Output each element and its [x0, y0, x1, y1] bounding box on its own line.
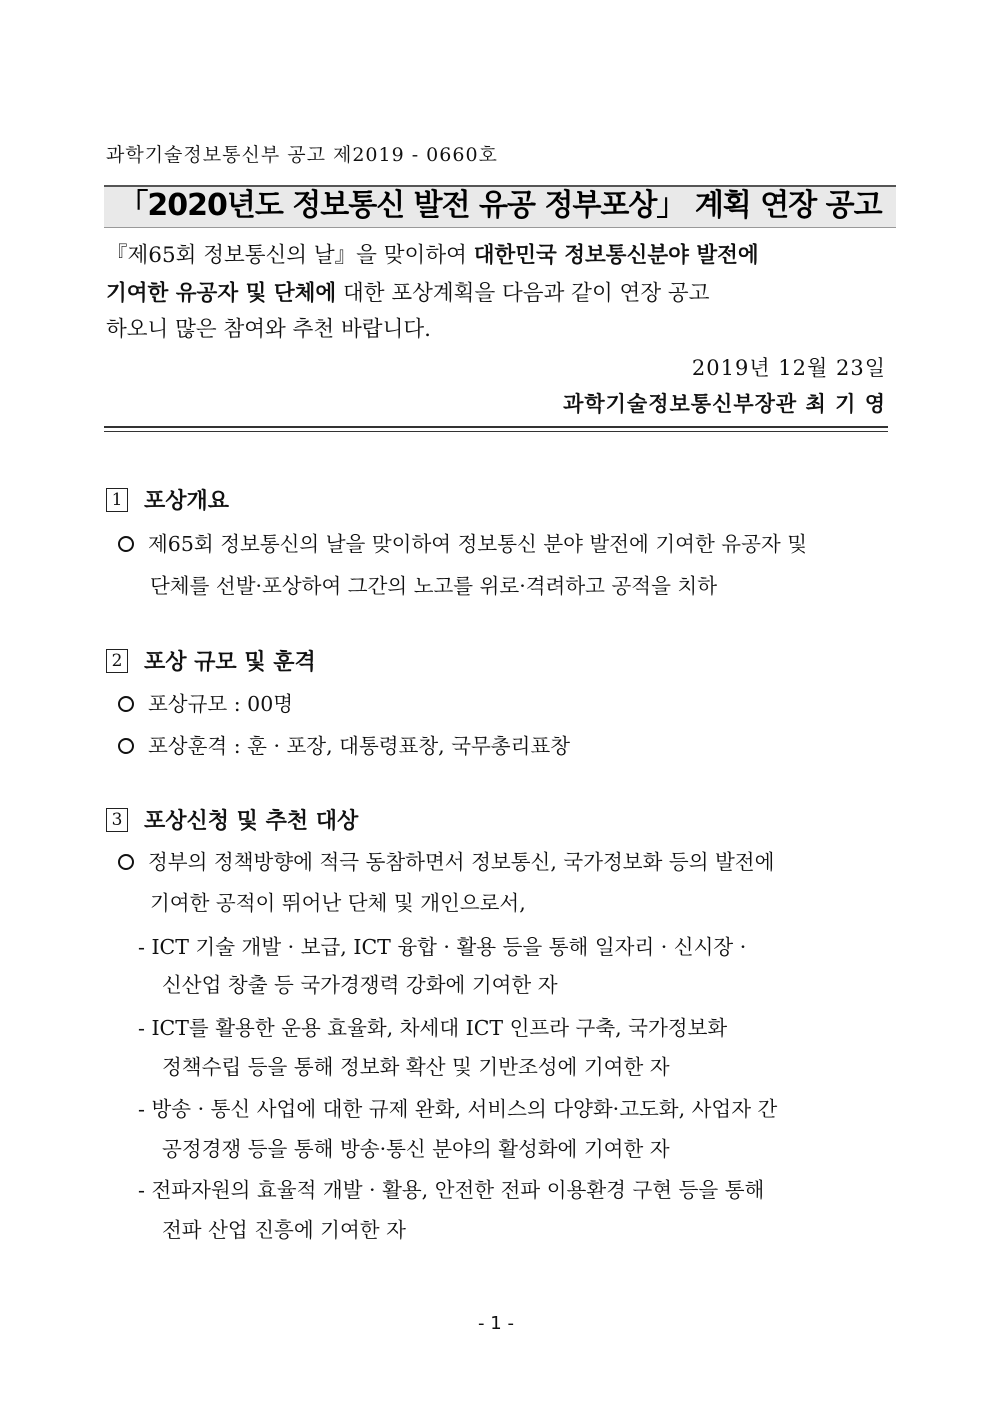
- document-title: 「2020년도 정보통신 발전 유공 정부포상」 계획 연장 공고: [118, 188, 882, 223]
- bullet-text: 포상규모 : 00명: [148, 692, 294, 716]
- page-number: - 1 -: [478, 1313, 514, 1334]
- notice-number: 과학기술정보통신부 공고 제2019 - 0660호: [106, 144, 498, 166]
- circle-bullet-icon: [118, 854, 134, 870]
- bullet-text: 포상훈격 : 훈 · 포장, 대통령표창, 국무총리표창: [148, 734, 571, 758]
- bullet-continuation: 기여한 공적이 뛰어난 단체 및 개인으로서,: [150, 891, 526, 915]
- section-heading-3: [106, 804, 358, 835]
- bullet-text: 제65회 정보통신의 날을 맞이하여 정보통신 분야 발전에 기여한 유공자 및: [148, 532, 808, 556]
- dash-continuation: 정책수립 등을 통해 정보화 확산 및 기반조성에 기여한 자: [162, 1055, 670, 1079]
- bullet-item: [118, 686, 293, 722]
- notice-date: 2019년 12월 23일: [691, 356, 886, 380]
- section-title: 포상신청 및 추천 대상: [144, 808, 359, 834]
- intro-emphasis: 기여한 유공자 및 단체에: [106, 281, 337, 306]
- dash-marker: -: [138, 1178, 152, 1202]
- bullet-continuation: 단체를 선발·포상하여 그간의 노고를 위로·격려하고 공적을 치하: [150, 574, 718, 598]
- section-number-box: 2: [106, 649, 128, 673]
- dash-continuation: 신산업 창출 등 국가경쟁력 강화에 기여한 자: [162, 973, 558, 997]
- dash-continuation: 공정경쟁 등을 통해 방송·통신 분야의 활성화에 기여한 자: [162, 1137, 670, 1161]
- signer: 과학기술정보통신부장관 최 기 영: [563, 391, 886, 416]
- section-title: 포상 규모 및 훈격: [144, 649, 316, 675]
- dash-item: [138, 1091, 777, 1127]
- dash-item: [138, 929, 746, 965]
- section-title: 포상개요: [144, 488, 230, 514]
- intro-emphasis: 대한민국 정보통신분야 발전에: [473, 243, 759, 268]
- dash-item: [138, 1010, 727, 1046]
- dash-marker: -: [138, 1016, 152, 1040]
- bullet-item: [118, 526, 807, 562]
- circle-bullet-icon: [118, 696, 134, 712]
- dash-text: ICT를 활용한 운용 효율화, 차세대 ICT 인프라 구축, 국가정보화: [151, 1016, 728, 1040]
- section-heading-2: [106, 645, 316, 676]
- intro-line-2: [106, 276, 888, 312]
- intro-line-1: [106, 238, 888, 274]
- circle-bullet-icon: [118, 738, 134, 754]
- intro-text: 『제65회 정보통신의 날』을 맞이하여: [106, 243, 474, 268]
- dash-marker: -: [138, 1097, 152, 1121]
- dash-item: [138, 1172, 764, 1208]
- dash-text: 전파자원의 효율적 개발 · 활용, 안전한 전파 이용환경 구현 등을 통해: [151, 1178, 765, 1202]
- bullet-item: [118, 844, 774, 880]
- divider: [104, 431, 888, 432]
- section-number-box: 1: [106, 488, 128, 512]
- section-number-box: 3: [106, 808, 128, 832]
- intro-text: 대한 포상계획을 다음과 같이 연장 공고: [336, 281, 710, 306]
- bullet-item: [118, 728, 570, 764]
- intro-line-3: 하오니 많은 참여와 추천 바랍니다.: [106, 317, 431, 342]
- dash-marker: -: [138, 935, 152, 959]
- circle-bullet-icon: [118, 536, 134, 552]
- divider: [104, 426, 888, 428]
- dash-text: 방송 · 통신 사업에 대한 규제 완화, 서비스의 다양화·고도화, 사업자 간: [151, 1097, 778, 1121]
- section-heading-1: [106, 484, 229, 515]
- bullet-text: 정부의 정책방향에 적극 동참하면서 정보통신, 국가정보화 등의 발전에: [148, 850, 775, 874]
- dash-text: ICT 기술 개발 · 보급, ICT 융합 · 활용 등을 통해 일자리 · 신시장 ·: [151, 935, 747, 959]
- dash-continuation: 전파 산업 진흥에 기여한 자: [162, 1218, 406, 1242]
